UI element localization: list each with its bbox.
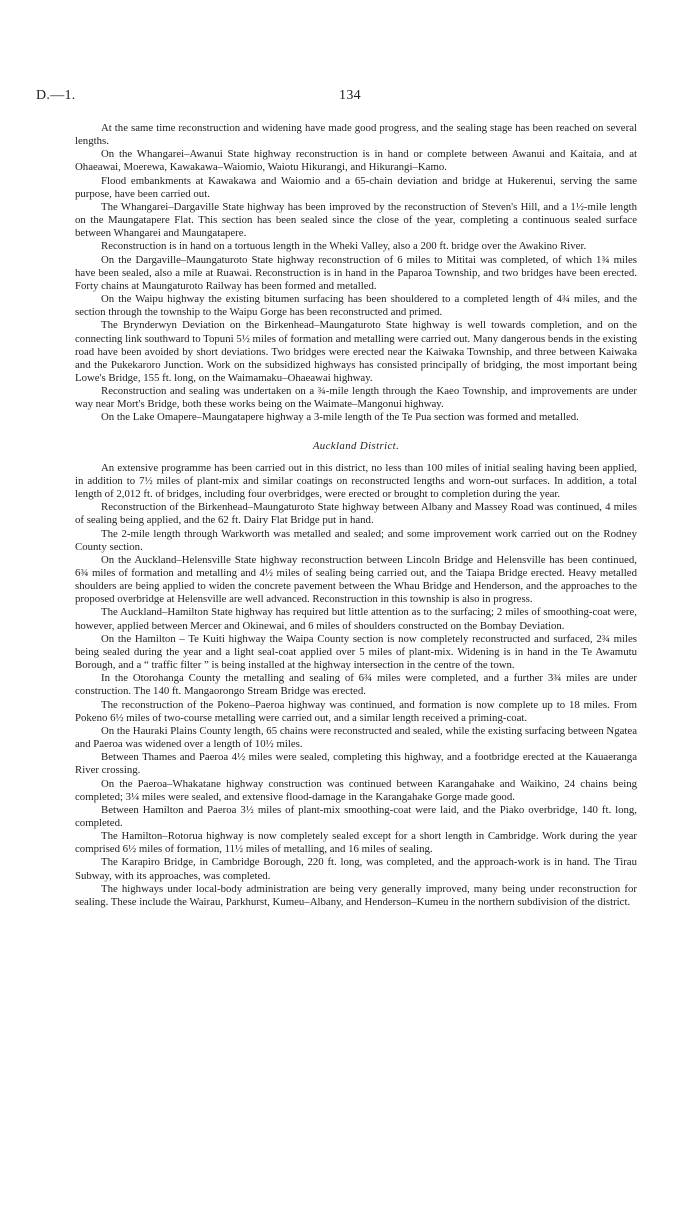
paragraph: The Karapiro Bridge, in Cambridge Borough, 220 ft. long, was completed, and the approach-work is in hand. The Tirau Subway, with its approaches, was completed. — [75, 856, 637, 882]
paragraph: On the Dargaville–Maungaturoto State highway reconstruction of 6 miles to Mititai was completed, of which 1¾ miles have been sealed, also a mile at Ruawai. Reconstruction is in hand in the Paparoa Township, and two bridges have been erected. Forty chains at Maungaturoto Railway has been formed and metalled. — [75, 253, 637, 292]
paragraph: On the Lake Omapere–Maungatapere highway a 3-mile length of the Te Pua section was formed and metalled. — [101, 411, 579, 424]
paragraph: The reconstruction of the Pokeno–Paeroa highway was continued, and formation is now complete up to 18 miles. From Pokeno 6½ miles of two-course metalling were carried out, and a similar length received a priming-coat. — [75, 698, 637, 724]
paragraph: On the Auckland–Helensville State highway reconstruction between Lincoln Bridge and Helensville has been continued, 6¾ miles of formation and metalling and 4½ miles of sealing being carried out, and the Taiapa Bridge erected. Heavy metalled shoulders are being applied to widen the concrete pavement between the Whau Bridge and Henderson, and the approaches to the proposed overbridge at Helensville are well advanced. Reconstruction in this township is also in progress. — [75, 553, 637, 606]
paragraph: In the Otorohanga County the metalling and sealing of 6¾ miles were completed, and a further 3¾ miles are under construction. The 140 ft. Mangaorongo Stream Bridge was erected. — [75, 672, 637, 698]
paragraph: Reconstruction is in hand on a tortuous length in the Wheki Valley, also a 200 ft. bridge over the Awakino River. — [101, 240, 587, 253]
paragraph: The Brynderwyn Deviation on the Birkenhead–Maungaturoto State highway is well towards completion, and on the connecting link southward to Topuni 5½ miles of formation and metalling were carried out. Many dangerous bends in the existing road have been avoided by short deviations. Two bridges were erected near the Kaiwaka Township, and three between Kaiwaka and the Pukekaroro Junction. Work on the subsidized highways has consisted principally of bridging, the most important being Lowe's Bridge, 155 ft. long, on the Waimamaku–Ohaeawai highway. — [75, 319, 637, 384]
paragraph: Reconstruction and sealing was undertaken on a ¾-mile length through the Kaeo Township, and improvements are under way near Mort's Bridge, both these works being on the Waimate–Mangonui highway. — [75, 385, 637, 411]
paragraph: On the Hauraki Plains County length, 65 chains were reconstructed and sealed, while the existing surfacing between Ngatea and Paeroa was widened over a length of 10½ miles. — [75, 724, 637, 751]
page-number: 134 — [339, 88, 361, 103]
paragraph: On the Whangarei–Awanui State highway reconstruction is in hand or complete between Awanui and Kaitaia, and at Ohaeawai, Moerewa, Kawakawa–Waiomio, Waiotu Hikurangi, and Hikurangi–Kamo. — [75, 148, 637, 174]
section-heading: Auckland District. — [312, 439, 400, 452]
paragraph: At the same time reconstruction and widening have made good progress, and the sealing stage has been reached on several lengths. — [75, 122, 637, 148]
paragraph: Reconstruction of the Birkenhead–Maungaturoto State highway between Albany and Massey Road was continued, 4 miles of sealing being applied, and the 62 ft. Dairy Flat Bridge put in hand. — [75, 501, 637, 527]
paragraph: On the Paeroa–Whakatane highway construction was continued between Karangahake and Waikino, 24 chains being completed; 3¼ miles were sealed, and extensive flood-damage in the Karangahake Gorge made good. — [75, 777, 637, 803]
paragraph: On the Hamilton – Te Kuiti highway the Waipa County section is now completely reconstructed and surfaced, 2¾ miles being sealed during the year and a light seal-coat applied over 5 miles of plant-mix. Widening is in hand in the Te Awamutu Borough, and a “ traffic filter ” is being installed at the highway intersection in the centre of the town. — [75, 632, 637, 672]
paragraph: Between Hamilton and Paeroa 3½ miles of plant-mix smoothing-coat were laid, and the Piako overbridge, 140 ft. long, completed. — [75, 803, 637, 829]
paragraph: The Auckland–Hamilton State highway has required but little attention as to the surfacing; 2 miles of smoothing-coat were, however, applied between Mercer and Okinewai, and 6 miles of shoulders constructed on the Bombay Deviation. — [75, 606, 637, 632]
paragraph: The Hamilton–Rotorua highway is now completely sealed except for a short length in Cambridge. Work during the year comprised 6½ miles of formation, 11½ miles of metalling, and 16 miles of sealing. — [75, 830, 637, 856]
page-header — [36, 88, 664, 104]
paragraph: The 2-mile length through Warkworth was metalled and sealed; and some improvement work carried out on the Rodney County section. — [75, 527, 637, 553]
document-body — [75, 122, 637, 909]
document-reference: D.—1. — [36, 88, 76, 103]
paragraph: The Whangarei–Dargaville State highway has been improved by the reconstruction of Steven's Hill, and a 1½-mile length on the Maungatapere Flat. This section has been sealed since the close of the year, completing a continuous sealed surface between Whangarei and Maungatapere. — [75, 200, 637, 240]
paragraph: The highways under local-body administration are being very generally improved, many being under reconstruction for sealing. These include the Wairau, Parkhurst, Kumeu–Albany, and Henderson–Kumeu in the northern subdivision of the district. — [75, 882, 637, 908]
paragraph: On the Waipu highway the existing bitumen surfacing has been shouldered to a completed length of 4¾ miles, and the section through the township to the Waipu Gorge has been reconstructed and primed. — [75, 293, 637, 319]
paragraph: Flood embankments at Kawakawa and Waiomio and a 65-chain deviation and bridge at Hukerenui, serving the same purpose, have been carried out. — [75, 174, 637, 200]
paragraph: Between Thames and Paeroa 4½ miles were sealed, completing this highway, and a footbridge erected at the Kauaeranga River crossing. — [75, 751, 637, 777]
paragraph: An extensive programme has been carried out in this district, no less than 100 miles of initial sealing having been applied, in addition to 7½ miles of plant-mix and similar coatings on reconstructed lengths and worn-out surfaces. In addition, a total length of 2,012 ft. of bridges, including four overbridges, were erected or brought to completion during the year. — [75, 461, 637, 501]
